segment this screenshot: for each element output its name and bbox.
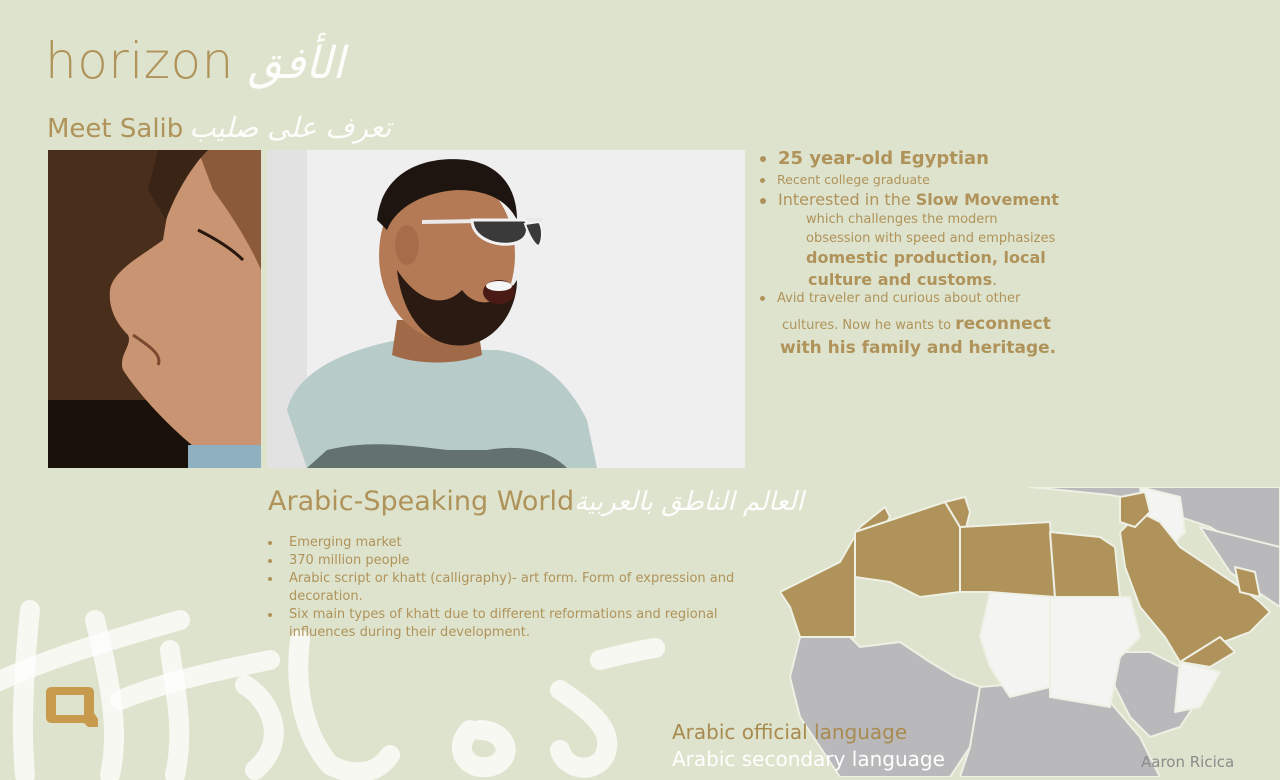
list-item: Arabic script or khatt (calligraphy)- art form. Form of expression and decoration.: [268, 570, 738, 606]
title-text: horizon: [45, 32, 234, 90]
logo-icon: [44, 683, 98, 731]
bullet-dot: [760, 296, 765, 301]
list-item: Six main types of khatt due to different reformations and regional influences during their development.: [268, 606, 738, 642]
title-arabic: الأفق: [247, 38, 345, 89]
bio-line-reconnect: [782, 314, 1051, 334]
profile-photo-closeup: [48, 150, 261, 468]
author-credit: Aaron Ricica: [1141, 753, 1235, 771]
bio-item-traveler: [760, 291, 1020, 306]
list-item: Emerging market: [268, 534, 738, 552]
section-title-arabic: العالم الناطق بالعربية: [574, 487, 804, 517]
bio-line-domestic: domestic production, local: [806, 248, 1046, 267]
subtitle-arabic: تعرف على صليب: [189, 111, 392, 144]
facts-list: [268, 534, 738, 642]
legend-secondary: Arabic secondary language: [672, 747, 945, 771]
list-item: 370 million people: [268, 552, 738, 570]
section-title-text: Arabic-Speaking World: [268, 486, 575, 517]
bio-culture-bold: culture and customs: [808, 270, 993, 289]
bio-slow-movement-bold: Slow Movement: [915, 190, 1059, 209]
section-title-arabic-world: [268, 488, 804, 515]
bio-item-age: [760, 148, 989, 169]
bio-item-graduate: [760, 172, 930, 187]
bio-culture-suffix: .: [992, 270, 998, 289]
bio-reconnect-bold: reconnect: [955, 314, 1051, 334]
bio-item-slow-movement: [760, 190, 1059, 209]
bullet-dot: [760, 156, 766, 162]
bio-line-challenges: which challenges the modern: [806, 212, 998, 227]
portrait-photo-smiling: [267, 150, 745, 468]
bullet-dot: [760, 198, 766, 204]
page-subtitle: [47, 111, 392, 144]
bio-traveler-text: Avid traveler and curious about other: [777, 291, 1021, 306]
legend-official: Arabic official language: [672, 720, 908, 744]
bio-line-heritage: with his family and heritage.: [780, 338, 1057, 358]
bio-reconnect-prefix: cultures. Now he wants to: [782, 318, 956, 333]
bio-line-obsession: obsession with speed and emphasizes: [806, 231, 1056, 246]
profile-face-illustration: [48, 150, 261, 468]
bio-line-culture: [808, 270, 997, 289]
bio-age-text: 25 year-old Egyptian: [778, 148, 989, 169]
bio-interest-text: Interested in the: [778, 190, 916, 209]
subtitle-text: Meet Salib: [47, 114, 184, 144]
bullet-dot: [760, 178, 765, 183]
page-title: [45, 32, 345, 90]
bio-graduate-text: Recent college graduate: [777, 172, 930, 187]
portrait-illustration: [267, 150, 745, 468]
